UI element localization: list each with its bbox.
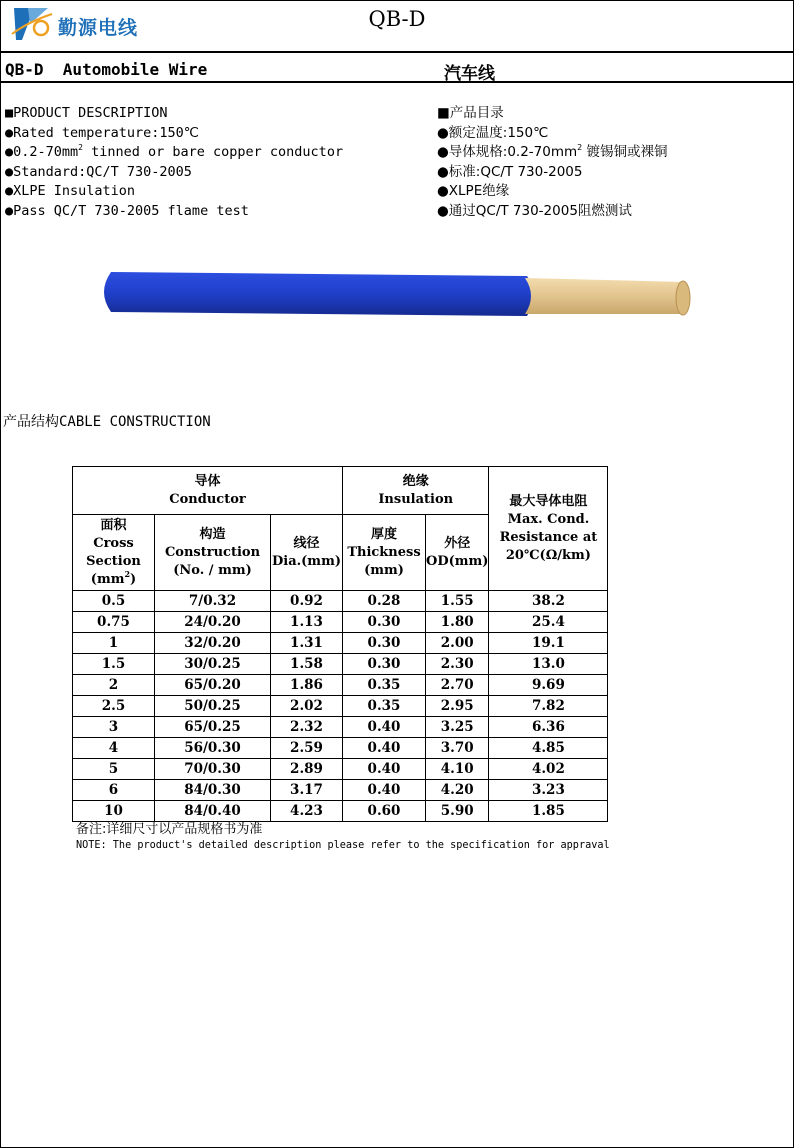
cell: 3.23 — [489, 780, 608, 801]
header-resistance-en1: Max. Cond. — [507, 511, 590, 527]
desc-rated-temp-cn: ●额定温度:150℃ — [437, 124, 549, 141]
table-row — [73, 738, 608, 759]
cell: 2.30 — [426, 654, 489, 675]
cell: 2.89 — [271, 759, 343, 780]
desc-conductor-text-end: tinned or bare copper conductor — [82, 144, 344, 161]
header-thickness — [343, 515, 426, 591]
cell: 38.2 — [489, 591, 608, 612]
cell: 7/0.32 — [155, 591, 271, 612]
table-row — [73, 780, 608, 801]
cell: 0.40 — [343, 780, 426, 801]
cell: 0.40 — [343, 717, 426, 738]
cell: 1.85 — [489, 801, 608, 822]
cell: 3.70 — [426, 738, 489, 759]
desc-conductor-cn — [437, 143, 668, 163]
cell: 0.30 — [343, 633, 426, 654]
header-thickness-en: Thickness — [347, 544, 421, 560]
cell: 4 — [73, 738, 155, 759]
cell: 1.55 — [426, 591, 489, 612]
table-row — [73, 591, 608, 612]
note-cn: 备注:详细尺寸以产品规格书为准 — [76, 822, 263, 837]
header-construction-en: Construction — [164, 544, 261, 560]
desc-heading-cn: ■产品目录 — [437, 105, 504, 121]
cell: 2.70 — [426, 675, 489, 696]
desc-heading: ■PRODUCT DESCRIPTION — [5, 105, 168, 121]
description-en — [5, 104, 343, 222]
desc-conductor — [5, 143, 343, 163]
cell: 19.1 — [489, 633, 608, 654]
header-conductor — [73, 467, 343, 515]
table-row — [73, 696, 608, 717]
header-section-unit — [73, 568, 154, 589]
header-section-en1: Cross — [93, 535, 134, 551]
table-row — [73, 612, 608, 633]
desc-conductor-text: ●0.2-70mm — [5, 144, 79, 161]
cell: 25.4 — [489, 612, 608, 633]
desc-flame-cn: ●通过QC/T 730-2005阻燃测试 — [437, 202, 632, 219]
desc-insulation: ●XLPE Insulation — [5, 183, 136, 200]
cell: 2.02 — [271, 696, 343, 717]
cell: 2.32 — [271, 717, 343, 738]
header-dia — [271, 515, 343, 591]
table-row — [73, 633, 608, 654]
cell: 0.28 — [343, 591, 426, 612]
cell: 1.5 — [73, 654, 155, 675]
table-row — [73, 654, 608, 675]
cell: 0.35 — [343, 675, 426, 696]
cell: 13.0 — [489, 654, 608, 675]
cell: 0.35 — [343, 696, 426, 717]
cell: 5 — [73, 759, 155, 780]
unit-close: ) — [130, 571, 137, 587]
cell: 65/0.20 — [155, 675, 271, 696]
subheader-divider — [0, 81, 794, 83]
cell: 30/0.25 — [155, 654, 271, 675]
section-label: 产品结构CABLE CONSTRUCTION — [3, 414, 211, 430]
header-insulation-en: Insulation — [378, 491, 454, 507]
header-dia-en: Dia.(mm) — [272, 553, 341, 569]
table-row — [73, 717, 608, 738]
description-cn — [437, 104, 668, 222]
cell: 1.58 — [271, 654, 343, 675]
cell: 0.30 — [343, 654, 426, 675]
cell: 84/0.40 — [155, 801, 271, 822]
header-section-en2: Section — [86, 553, 141, 569]
cell: 4.10 — [426, 759, 489, 780]
superscript-cn: 2 — [577, 143, 583, 153]
cell: 4.02 — [489, 759, 608, 780]
cell: 1.80 — [426, 612, 489, 633]
cell: 0.40 — [343, 759, 426, 780]
cell: 1 — [73, 633, 155, 654]
cell: 4.20 — [426, 780, 489, 801]
header-construction-unit: (No. / mm) — [173, 562, 252, 578]
cell: 6.36 — [489, 717, 608, 738]
desc-rated-temp: ●Rated temperature:150℃ — [5, 124, 199, 141]
header-resistance-en2: Resistance at — [499, 529, 598, 545]
header-cross-section — [73, 515, 155, 591]
cell: 6 — [73, 780, 155, 801]
header-thickness-unit: (mm) — [364, 562, 404, 578]
cell: 7.82 — [489, 696, 608, 717]
product-title-en: QB-D Automobile Wire — [5, 60, 208, 79]
page-title: QB-D — [368, 7, 426, 31]
header-dia-cn: 线径 — [293, 535, 320, 551]
header-resistance-cn: 最大导体电阻 — [509, 493, 588, 509]
header-resistance — [489, 467, 608, 591]
cell: 2.5 — [73, 696, 155, 717]
cell: 5.90 — [426, 801, 489, 822]
cell: 4.85 — [489, 738, 608, 759]
header-construction — [155, 515, 271, 591]
header-insulation-cn: 绝缘 — [402, 473, 429, 489]
desc-flame: ●Pass QC/T 730-2005 flame test — [5, 202, 249, 219]
cell: 0.92 — [271, 591, 343, 612]
header-conductor-cn: 导体 — [194, 473, 221, 489]
cell: 70/0.30 — [155, 759, 271, 780]
header-od-cn: 外径 — [444, 535, 471, 551]
unit-superscript: 2 — [124, 568, 131, 579]
header-thickness-cn: 厚度 — [370, 526, 397, 542]
header-od-en: OD(mm) — [426, 553, 489, 569]
cell: 2.00 — [426, 633, 489, 654]
cell: 3.17 — [271, 780, 343, 801]
cell: 10 — [73, 801, 155, 822]
cell: 0.60 — [343, 801, 426, 822]
unit-text: (mm — [90, 571, 125, 587]
desc-insulation-cn: ●XLPE绝缘 — [437, 183, 510, 200]
cell: 3.25 — [426, 717, 489, 738]
cell: 0.75 — [73, 612, 155, 633]
desc-conductor-cn-text: ●导体规格:0.2-70mm — [437, 144, 578, 161]
note-en: NOTE: The product's detailed description please refer to the specification for appraval — [76, 840, 610, 851]
cell: 2 — [73, 675, 155, 696]
table-row — [73, 675, 608, 696]
cell: 50/0.25 — [155, 696, 271, 717]
header-divider — [0, 51, 794, 53]
desc-conductor-cn-text-end: 镀锡铜或裸铜 — [582, 144, 668, 161]
header-insulation — [343, 467, 489, 515]
cell: 3 — [73, 717, 155, 738]
cell: 0.5 — [73, 591, 155, 612]
desc-standard: ●Standard:QC/T 730-2005 — [5, 163, 192, 180]
construction-table — [72, 466, 608, 822]
table-row — [73, 759, 608, 780]
cell: 24/0.20 — [155, 612, 271, 633]
brand-name: 勤源电线 — [58, 17, 139, 39]
cell: 2.95 — [426, 696, 489, 717]
header-od — [426, 515, 489, 591]
cell: 65/0.25 — [155, 717, 271, 738]
cell: 1.13 — [271, 612, 343, 633]
cell: 0.30 — [343, 612, 426, 633]
product-title-cn: 汽车线 — [444, 64, 495, 84]
cell: 84/0.30 — [155, 780, 271, 801]
cell: 32/0.20 — [155, 633, 271, 654]
cell: 4.23 — [271, 801, 343, 822]
cell: 56/0.30 — [155, 738, 271, 759]
header-conductor-en: Conductor — [169, 491, 246, 507]
header-section-cn: 面积 — [100, 517, 127, 533]
header-construction-cn: 构造 — [199, 526, 226, 542]
cell: 9.69 — [489, 675, 608, 696]
header-resistance-en3: 20℃(Ω/km) — [505, 547, 591, 563]
cell: 2.59 — [271, 738, 343, 759]
cell: 1.86 — [271, 675, 343, 696]
table-body — [73, 591, 608, 822]
superscript: 2 — [78, 143, 83, 153]
desc-standard-cn: ●标准:QC/T 730-2005 — [437, 163, 583, 180]
cell: 0.40 — [343, 738, 426, 759]
cell: 1.31 — [271, 633, 343, 654]
wire-image — [95, 262, 695, 326]
